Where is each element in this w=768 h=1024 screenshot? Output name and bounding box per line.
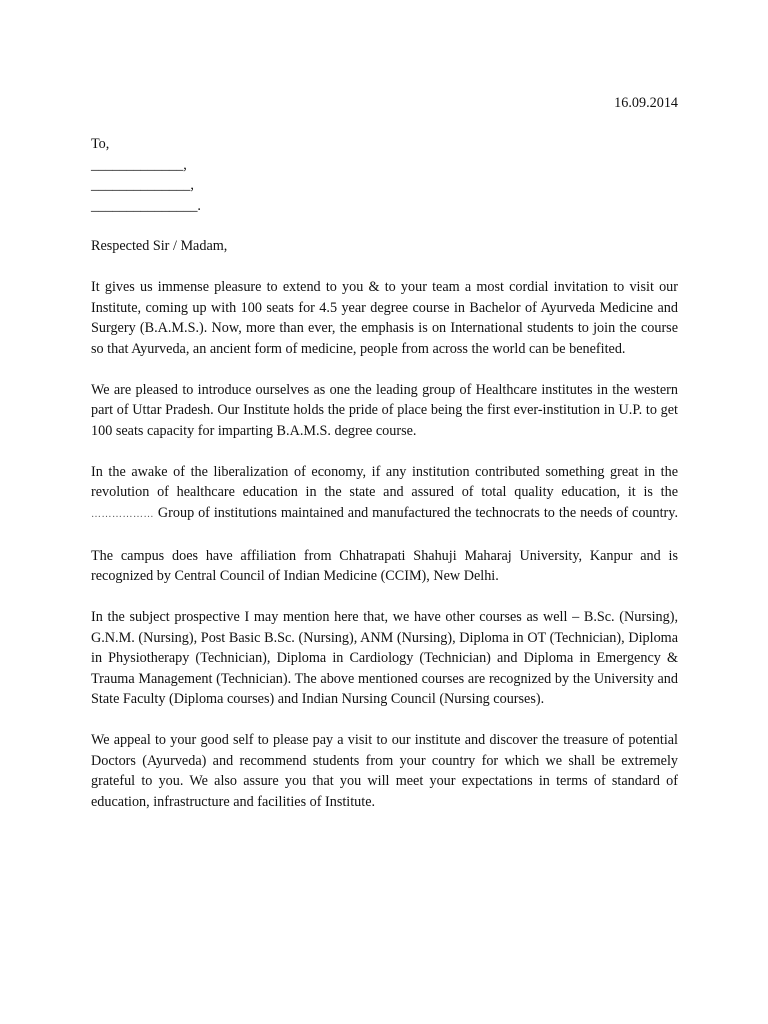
paragraph-liberalization-text: In the awake of the liberalization of economy, if any institution contributed something great in the revolution of healthcare education in the state and assured of total quality education, it is the: [91, 463, 678, 500]
recipient-address: [91, 134, 201, 216]
paragraph-appeal: We appeal to your good self to please pay a visit to our institute and discover the treasure of potential Doctors (Ayurveda) and recommend students from your country for which we shall be extremely grateful to you. We also assure you that you will meet your expectations in terms of standard of education, infrastructure and facilities of Institute.: [91, 732, 678, 810]
salutation: Respected Sir / Madam,: [91, 238, 228, 254]
paragraph-affiliation: The campus does have affiliation from Chhatrapati Shahuji Maharaj University, Kanpur and is recognized by Central Council of Indian Medicine (CCIM), New Delhi.: [91, 547, 678, 584]
letter-body: [91, 277, 678, 833]
paragraph-liberalization-tail: Group of institutions maintained and manufactured the technocrats to the needs of country.: [154, 504, 678, 521]
letter-date: 16.09.2014: [614, 95, 678, 111]
paragraph-invitation: It gives us immense pleasure to extend to you & to your team a most cordial invitation to visit our Institute, coming up with 100 seats for 4.5 year degree course in Bachelor of Ayurveda Medicine and Surgery (B.A.M.S.). Now, more than ever, the emphasis is on International students to join the course so that Ayurveda, an ancient form of medicine, people from across the world can be benefited.: [91, 279, 678, 357]
paragraph-introduction: We are pleased to introduce ourselves as one the leading group of Healthcare institutes in the western part of Uttar Pradesh. Our Institute holds the pride of place being the first ever-institution in U.P. to get 100 seats capacity for imparting B.A.M.S. degree course.: [91, 381, 678, 439]
address-line-2: ______________,: [91, 177, 194, 193]
address-line-3: _______________.: [91, 197, 201, 214]
blank-dots: ………………: [91, 508, 154, 520]
address-line-1: _____________,: [91, 156, 187, 173]
to-label: To,: [91, 136, 110, 152]
paragraph-courses: In the subject prospective I may mention here that, we have other courses as well – B.Sc. (Nursing), G.N.M. (Nursing), Post Basic B.Sc. (Nursing), ANM (Nursing), Diploma in OT (Technician), Diploma in Physiotherapy (Technician), Diploma in Cardiology (Technician) and Diploma in Emergency & Trauma Management (Technician). The above mentioned courses are recognized by the University and State Faculty (Diploma courses) and Indian Nursing Council (Nursing courses).: [91, 609, 678, 707]
paragraph-liberalization: [91, 462, 678, 526]
